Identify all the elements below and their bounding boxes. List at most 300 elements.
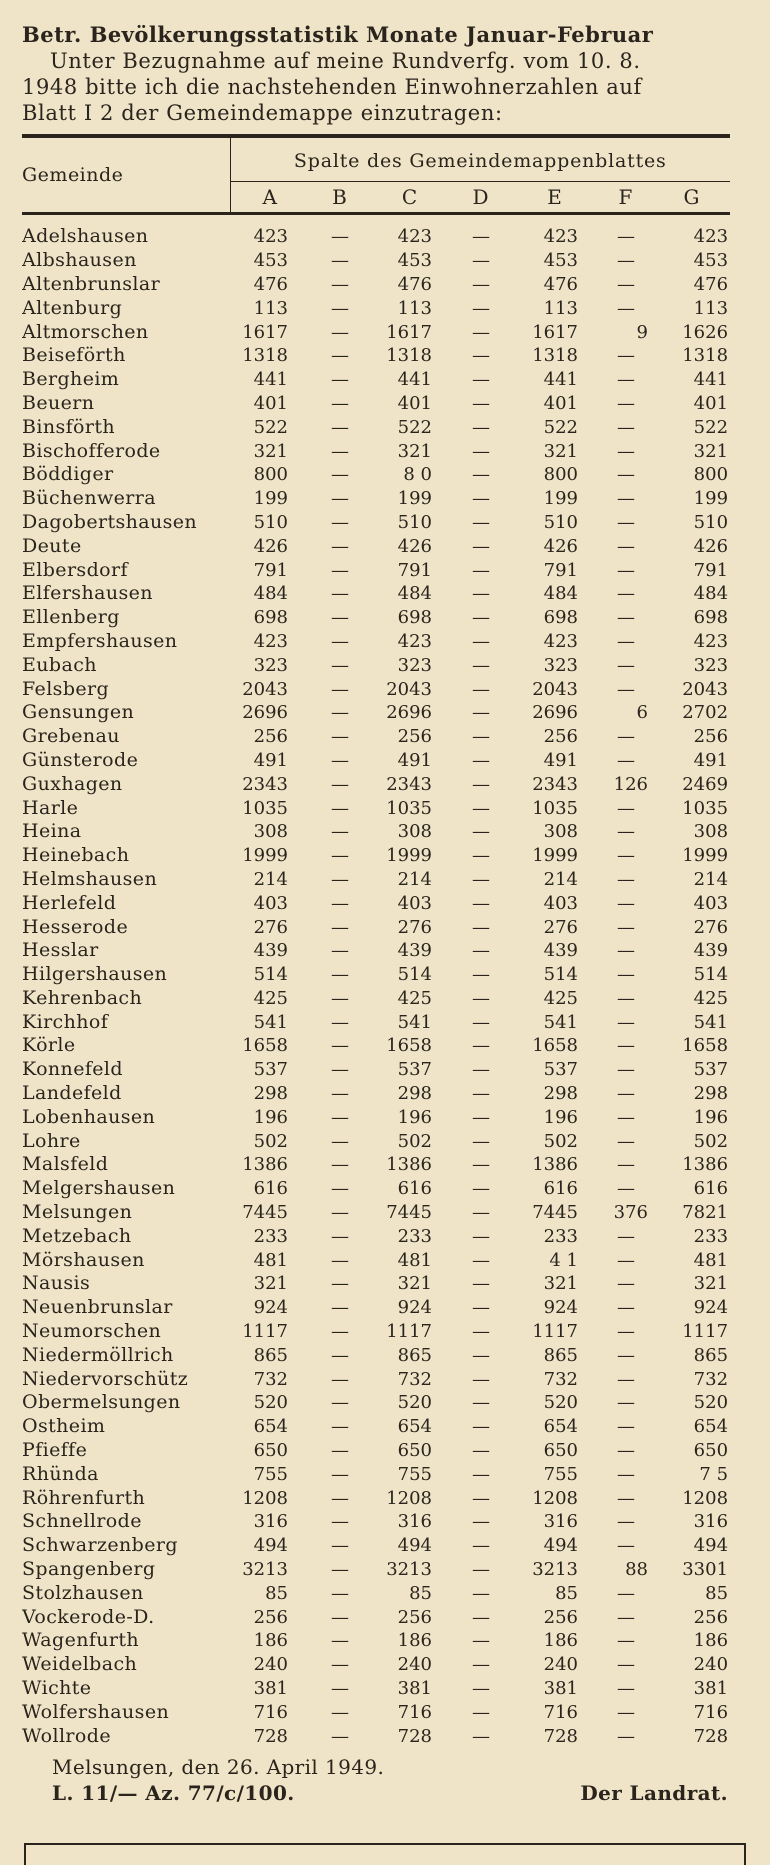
cell-e: 441 [543,369,578,391]
population-table [22,138,730,1748]
cell-a: 199 [253,488,288,510]
cell-g: 1208 [682,1487,729,1509]
cell-b: — [331,1725,349,1747]
cell-a: 321 [253,1273,288,1295]
table-row [22,749,730,773]
table-row [22,249,730,273]
table-row [22,701,730,725]
cell-b: — [331,1416,349,1438]
column-header-e: E [512,182,598,214]
cell-b: — [331,1392,349,1414]
cell-c: 196 [397,1106,432,1128]
cell-g: 240 [693,1654,729,1676]
table-body [22,214,730,1749]
cell-d: — [472,345,490,367]
cell-d: — [472,583,490,605]
cell-c: 537 [397,1059,432,1081]
cell-e: 2043 [532,678,578,700]
municipality-name: Hesslar [22,939,99,962]
municipality-name: Günsterode [22,748,139,771]
reference-number: L. 11/— Az. 77/c/100. [52,1781,295,1805]
cell-g: 537 [693,1059,729,1081]
table-row [22,1653,730,1677]
cell-c: 541 [397,1011,432,1033]
table-row [22,915,730,939]
table-row [22,392,730,416]
cell-d: — [472,654,490,676]
municipality-name: Bergheim [22,368,120,391]
table-row [22,677,730,701]
table-row [22,1153,730,1177]
municipality-name: Körle [22,1034,76,1057]
cell-f: — [617,1582,635,1604]
cell-g: 276 [693,916,729,938]
cell-c: 650 [397,1440,432,1462]
cell-g: 791 [693,559,729,581]
cell-d: — [472,464,490,486]
table-row [22,1677,730,1701]
cell-g: 1658 [682,1035,729,1057]
cell-b: — [331,1511,349,1533]
cell-e: 1117 [532,1321,578,1343]
municipality-name: Obermelsungen [22,1391,181,1414]
cell-c: 520 [397,1392,432,1414]
cell-c: 321 [397,1273,432,1295]
cell-g: 113 [693,297,729,319]
table-row [22,1224,730,1248]
cell-c: 240 [397,1654,432,1676]
municipality-name: Grebenau [22,725,120,748]
cell-d: — [472,916,490,938]
cell-f: — [617,868,635,890]
cell-c: 716 [397,1701,432,1723]
cell-c: 381 [397,1678,432,1699]
cell-a: 865 [253,1344,288,1366]
municipality-name: Konnefeld [22,1058,123,1081]
table-row [22,558,730,582]
cell-g: 865 [693,1344,729,1366]
cell-d: — [472,1297,490,1319]
table-row [22,939,730,963]
cell-e: 1208 [532,1487,578,1509]
cell-e: 323 [543,654,578,676]
cell-e: 85 [555,1582,578,1604]
cell-f: — [617,226,635,248]
cell-e: 199 [543,488,578,510]
cell-a: 791 [253,559,288,581]
cell-d: — [472,726,490,748]
cell-e: 1035 [532,797,578,819]
municipality-name: Weidelbach [22,1653,138,1676]
cell-f: — [617,987,635,1009]
cell-b: — [331,1178,349,1200]
cell-a: 7445 [242,1202,288,1224]
cell-c: 439 [397,940,432,962]
cell-d: — [472,321,490,343]
cell-c: 510 [397,511,432,533]
cell-f: — [617,1654,635,1676]
table-row [22,1700,730,1724]
cell-b: — [331,559,349,581]
cell-e: 510 [543,511,578,533]
cell-b: — [331,297,349,319]
cell-a: 537 [253,1059,288,1081]
cell-d: — [472,1273,490,1295]
cell-g: 494 [693,1535,729,1557]
cell-c: 502 [397,1130,432,1152]
cell-f: — [617,1321,635,1343]
cell-g: 316 [693,1511,729,1533]
cell-e: 616 [543,1178,578,1200]
cell-a: 732 [253,1368,288,1390]
cell-b: — [331,1249,349,1271]
table-row [22,320,730,344]
cell-f: — [617,464,635,486]
table-row [22,1296,730,1320]
cell-a: 186 [253,1630,288,1652]
cell-d: — [472,1225,490,1247]
municipality-name: Schwarzenberg [22,1534,178,1557]
cell-c: 1318 [386,345,432,367]
cell-g: 1035 [682,797,729,819]
table-row [22,1248,730,1272]
cell-f: — [617,1178,635,1200]
cell-e: 865 [543,1344,578,1366]
municipality-name: Altenbrunslar [22,272,161,295]
cell-b: — [331,797,349,819]
municipality-name: Böddiger [22,463,114,486]
cell-d: — [472,868,490,890]
municipality-name: Stolzhausen [22,1581,144,1604]
cell-c: 85 [409,1582,432,1604]
cell-a: 728 [253,1725,288,1747]
table-row [22,1367,730,1391]
cell-c: 654 [397,1416,432,1438]
cell-d: — [472,1654,490,1676]
cell-f: — [617,559,635,581]
municipality-name: Melgershausen [22,1177,176,1200]
cell-e: 1318 [532,345,578,367]
table-row [22,1605,730,1629]
cell-a: 1658 [242,1035,288,1057]
cell-g: 7 5 [699,1463,729,1485]
cell-b: — [331,964,349,986]
cell-b: — [331,273,349,295]
table-row [22,1272,730,1296]
table-row [22,820,730,844]
municipality-name: Felsberg [22,677,110,700]
cell-a: 256 [253,726,288,748]
cell-a: 401 [253,392,288,414]
cell-d: — [472,1487,490,1509]
cell-c: 522 [397,416,432,438]
cell-b: — [331,1368,349,1390]
cell-c: 755 [397,1463,432,1485]
cell-f: — [617,345,635,367]
cell-f: — [617,1606,635,1628]
column-header-c: C [370,182,450,214]
municipality-name: Altenburg [22,296,123,319]
cell-f: — [617,1630,635,1652]
cell-c: 214 [397,868,432,890]
cell-f: — [617,1368,635,1390]
cell-d: — [472,1059,490,1081]
column-header-a: A [230,182,310,214]
cell-d: — [472,1035,490,1057]
cell-e: 1999 [532,845,578,867]
cell-e: 113 [543,297,578,319]
cell-a: 423 [253,630,288,652]
cell-d: — [472,1392,490,1414]
cell-g: 381 [693,1678,729,1699]
municipality-name: Metzebach [22,1224,132,1247]
cell-g: 541 [693,1011,729,1033]
cell-c: 865 [397,1344,432,1366]
cell-d: — [472,607,490,629]
cell-c: 256 [397,726,432,748]
cell-a: 924 [253,1297,288,1319]
municipality-name: Wollrode [22,1724,111,1747]
municipality-name: Binsförth [22,415,116,438]
cell-f: — [617,940,635,962]
cell-a: 716 [253,1701,288,1723]
cell-a: 276 [253,916,288,938]
cell-g: 800 [693,464,729,486]
cell-d: — [472,369,490,391]
cell-c: 491 [397,749,432,771]
cell-d: — [472,1083,490,1105]
municipality-name: Niedermöllrich [22,1343,174,1366]
municipality-name: Helmshausen [22,867,158,890]
table-row [22,368,730,392]
cell-f: — [617,535,635,557]
cell-a: 403 [253,892,288,914]
cell-e: 698 [543,607,578,629]
table-row [22,1058,730,1082]
cell-g: 423 [693,630,729,652]
cell-g: 308 [693,821,729,843]
cell-b: — [331,535,349,557]
cell-d: — [472,630,490,652]
cell-f: — [617,1535,635,1557]
cell-f: — [617,369,635,391]
cell-b: — [331,1463,349,1485]
cell-a: 1208 [242,1487,288,1509]
municipality-name: Kirchhof [22,1010,109,1033]
cell-d: — [472,1678,490,1699]
cell-c: 476 [397,273,432,295]
cell-g: 323 [693,654,729,676]
cell-f: — [617,1083,635,1105]
cell-e: 716 [543,1701,578,1723]
cell-g: 439 [693,940,729,962]
cell-g: 1318 [682,345,729,367]
next-notice-border [24,1843,746,1865]
cell-d: — [472,535,490,557]
municipality-name: Wagenfurth [22,1629,140,1652]
cell-c: 1208 [386,1487,432,1509]
cell-g: 484 [693,583,729,605]
municipality-name: Melsungen [22,1201,133,1224]
cell-g: 186 [693,1630,729,1652]
table-row [22,1343,730,1367]
table-row [22,225,730,249]
table-row [22,511,730,535]
table-row [22,796,730,820]
cell-g: 2702 [682,702,729,724]
cell-a: 113 [253,297,288,319]
municipality-name: Rhünda [22,1462,99,1485]
cell-b: — [331,416,349,438]
cell-a: 650 [253,1440,288,1462]
cell-c: 441 [397,369,432,391]
cell-b: — [331,749,349,771]
municipality-name: Heinebach [22,844,130,867]
table-row [22,1581,730,1605]
cell-a: 233 [253,1225,288,1247]
municipality-name: Pfieffe [22,1439,88,1462]
municipality-name: Altmorschen [22,320,149,343]
cell-d: — [472,1463,490,1485]
cell-b: — [331,488,349,510]
table-row [22,534,730,558]
cell-f: — [617,821,635,843]
cell-e: 502 [543,1130,578,1152]
cell-f: — [617,583,635,605]
cell-b: — [331,1559,349,1581]
cell-a: 425 [253,987,288,1009]
cell-d: — [472,987,490,1009]
cell-b: — [331,369,349,391]
cell-e: 800 [543,464,578,486]
cell-f: — [617,392,635,414]
cell-g: 7821 [682,1202,729,1224]
cell-f: — [617,1011,635,1033]
cell-g: 453 [693,250,729,272]
cell-b: — [331,773,349,795]
intro-line-1: Unter Bezugnahme auf meine Rundverfg. vom 10. 8. [50,49,641,73]
municipality-name: Bischofferode [22,439,161,462]
cell-f: — [617,1344,635,1366]
municipality-name: Deute [22,534,82,557]
table-row [22,725,730,749]
cell-g: 716 [693,1701,729,1723]
cell-c: 316 [397,1511,432,1533]
cell-e: 425 [543,987,578,1009]
cell-d: — [472,1559,490,1581]
cell-f: — [617,892,635,914]
table-row [22,963,730,987]
cell-a: 381 [253,1678,288,1699]
cell-d: — [472,1440,490,1462]
cell-d: — [472,1511,490,1533]
cell-a: 514 [253,964,288,986]
cell-e: 321 [543,440,578,462]
table-row [22,891,730,915]
cell-g: 3301 [682,1559,729,1581]
table-row [22,1010,730,1034]
cell-b: — [331,345,349,367]
cell-a: 1117 [242,1321,288,1343]
cell-b: — [331,702,349,724]
cell-a: 520 [253,1392,288,1414]
table-row [22,487,730,511]
cell-g: 924 [693,1297,729,1319]
cell-e: 494 [543,1535,578,1557]
cell-b: — [331,1321,349,1343]
cell-f: — [617,1678,635,1699]
cell-g: 654 [693,1416,729,1438]
cell-b: — [331,940,349,962]
cell-g: 1386 [682,1154,729,1176]
column-header-d: D [450,182,512,214]
municipality-name: Vockerode-D. [22,1605,155,1628]
municipality-name: Empfershausen [22,629,178,652]
cell-d: — [472,773,490,795]
cell-g: 491 [693,749,729,771]
cell-f: — [617,964,635,986]
cell-f: — [617,1154,635,1176]
cell-f: — [617,250,635,272]
municipality-name: Elbersdorf [22,558,128,581]
table-row [22,987,730,1011]
table-row [22,1534,730,1558]
cell-g: 732 [693,1368,729,1390]
table-row [22,1105,730,1129]
cell-g: 426 [693,535,729,557]
cell-f: — [617,1392,635,1414]
cell-e: 476 [543,273,578,295]
cell-a: 453 [253,250,288,272]
cell-g: 85 [705,1582,729,1604]
cell-c: 113 [397,297,432,319]
cell-f: — [617,654,635,676]
cell-c: 186 [397,1630,432,1652]
cell-a: 800 [253,464,288,486]
cell-b: — [331,1654,349,1676]
cell-a: 494 [253,1535,288,1557]
cell-d: — [472,1582,490,1604]
cell-c: 401 [397,392,432,414]
cell-e: 732 [543,1368,578,1390]
cell-f: — [617,1297,635,1319]
column-header-gemeinde: Gemeinde [22,138,230,214]
cell-e: 791 [543,559,578,581]
cell-d: — [472,1249,490,1271]
cell-g: 403 [693,892,729,914]
table-row [22,1391,730,1415]
cell-b: — [331,321,349,343]
cell-g: 233 [693,1225,729,1247]
cell-b: — [331,1225,349,1247]
cell-g: 425 [693,987,729,1009]
cell-d: — [472,1202,490,1224]
cell-e: 1617 [532,321,578,343]
cell-e: 1658 [532,1035,578,1057]
cell-f: — [617,297,635,319]
cell-b: — [331,1606,349,1628]
column-group-header: Spalte des Gemeindemappenblattes [230,138,730,182]
cell-e: 453 [543,250,578,272]
cell-e: 401 [543,392,578,414]
cell-b: — [331,1582,349,1604]
cell-b: — [331,1106,349,1128]
cell-f: — [617,630,635,652]
cell-e: 256 [543,1606,578,1628]
table-row [22,1724,730,1748]
municipality-name: Eubach [22,653,97,676]
cell-a: 2696 [242,702,288,724]
